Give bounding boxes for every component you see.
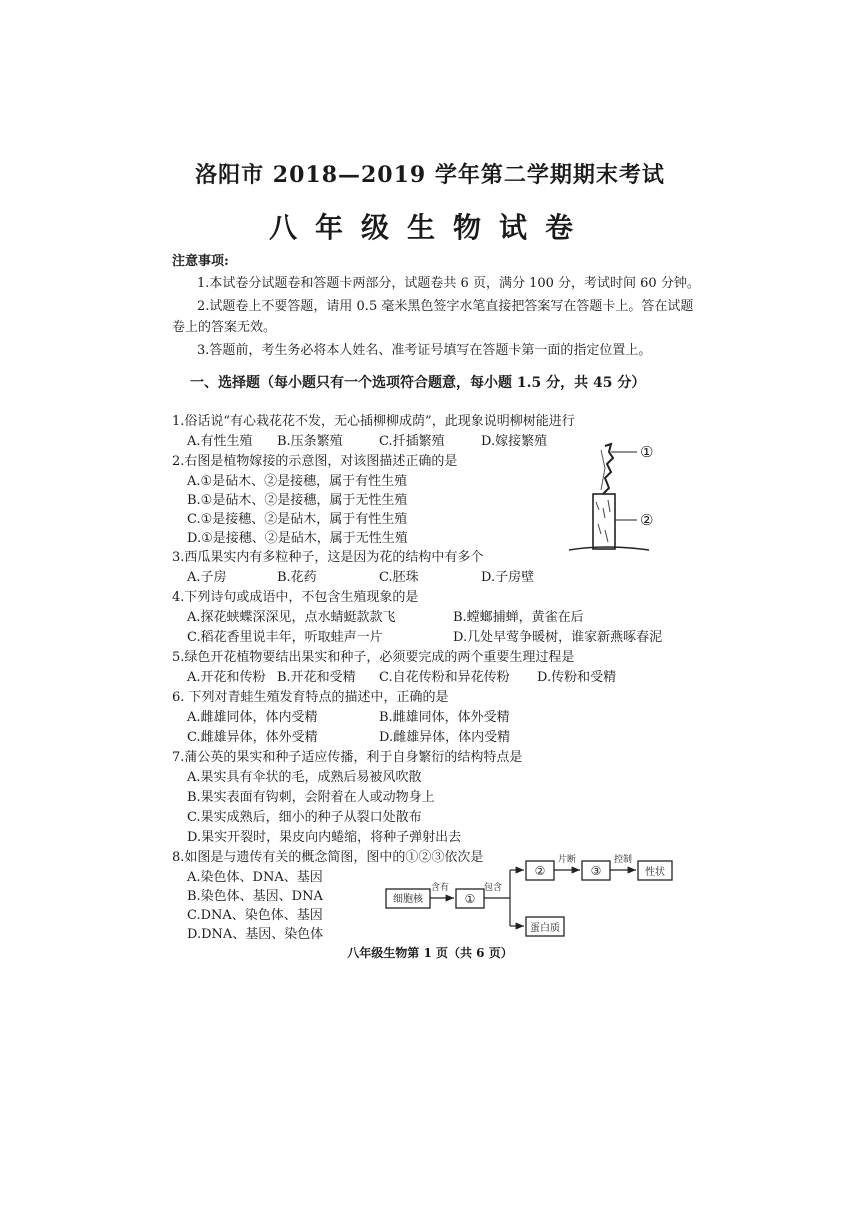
q7-option-c: C.果实成熟后，细小的种子从裂口处散布 xyxy=(187,810,422,825)
q3-stem: 3.西瓜果实内有多粒种子，这是因为花的结构中有多个 xyxy=(172,550,484,565)
q1-stem: 1.俗话说“有心栽花花不发，无心插柳柳成荫”，此现象说明柳树能进行 xyxy=(172,414,575,429)
node-3-label: ③ xyxy=(590,864,602,878)
q1-option-a: A.有性生殖 xyxy=(187,434,253,449)
exam-title: 洛阳市 2018—2019 学年第二学期期末考试 xyxy=(195,162,665,188)
q8-option-c: C.DNA、染色体、基因 xyxy=(187,908,323,923)
q8-option-a: A.染色体、DNA、基因 xyxy=(187,870,323,885)
q1-option-d: D.嫁接繁殖 xyxy=(481,434,548,449)
edge-contains-label: 含有 xyxy=(430,883,450,893)
q4-stem: 4.下列诗句或成语中，不包含生殖现象的是 xyxy=(172,590,419,605)
q5-stem: 5.绿色开花植物要结出果实和种子，必须要完成的两个重要生理过程是 xyxy=(172,650,575,665)
q7-option-b: B.果实表面有钩刺，会附着在人或动物身上 xyxy=(187,790,435,805)
node-2-label: ② xyxy=(534,864,546,878)
graft-label-1: ① xyxy=(640,443,654,461)
page-footer: 八年级生物第 1 页（共 6 页） xyxy=(347,946,513,960)
q5-option-c: C.自花传粉和异花传粉 xyxy=(379,670,510,685)
q5-option-d: D.传粉和受精 xyxy=(537,670,617,685)
q4-option-b: B.螳螂捕蝉，黄雀在后 xyxy=(453,610,584,625)
node-protein-label: 蛋白质 xyxy=(530,923,560,934)
graft-label-2: ② xyxy=(640,511,654,529)
q1-option-b: B.压条繁殖 xyxy=(277,434,343,449)
edge-includes-label: 包含 xyxy=(483,883,503,893)
edge-segment-label: 片断 xyxy=(557,855,577,865)
q4-option-c: C.稻花香里说丰年，听取蛙声一片 xyxy=(187,630,383,645)
notice-item-3: 3.答题前，考生务必将本人姓名、准考证号填写在答题卡第一面的指定位置上。 xyxy=(197,343,652,358)
q4-option-d: D.几处早莺争暖树，谁家新燕啄春泥 xyxy=(453,630,663,645)
q7-option-a: A.果实具有伞状的毛，成熟后易被风吹散 xyxy=(187,770,422,785)
grafting-figure xyxy=(565,438,675,558)
node-1-label: ① xyxy=(464,892,476,906)
q5-option-b: B.开花和受精 xyxy=(277,670,356,685)
q2-option-d: D.①是接穗、②是砧木，属于无性生殖 xyxy=(187,531,408,546)
q1-option-c: C.扦插繁殖 xyxy=(379,434,445,449)
notice-item-1: 1.本试卷分试题卷和答题卡两部分，试题卷共 6 页，满分 100 分，考试时间 60 分钟。 xyxy=(197,276,700,291)
q8-stem: 8.如图是与遗传有关的概念简图，图中的①②③依次是 xyxy=(172,850,484,865)
q8-option-d: D.DNA、基因、染色体 xyxy=(187,927,324,942)
q7-stem: 7.蒲公英的果实和种子适应传播，利于自身繁衍的结构特点是 xyxy=(172,750,523,765)
q6-stem: 6. 下列对青蛙生殖发育特点的描述中，正确的是 xyxy=(172,690,449,705)
notice-heading: 注意事项: xyxy=(172,254,229,269)
exam-subtitle: 八年级生物试卷 xyxy=(268,211,591,244)
genetics-concept-diagram xyxy=(380,852,700,944)
q2-option-c: C.①是接穗、②是砧木，属于有性生殖 xyxy=(187,512,408,527)
q2-stem: 2.右图是植物嫁接的示意图，对该图描述正确的是 xyxy=(172,454,458,469)
q3-option-b: B.花药 xyxy=(277,570,317,585)
q8-option-b: B.染色体、基因、DNA xyxy=(187,889,323,904)
q6-option-a: A.雌雄同体，体内受精 xyxy=(187,710,318,725)
q3-option-d: D.子房壁 xyxy=(481,570,535,585)
q4-option-a: A.探花蛱蝶深深见，点水蜻蜓款款飞 xyxy=(187,610,396,625)
q7-option-d: D.果实开裂时，果皮向内蜷缩，将种子弹射出去 xyxy=(187,830,462,845)
q3-option-a: A.子房 xyxy=(187,570,227,585)
node-cell-nucleus-label: 细胞核 xyxy=(393,894,423,905)
section-heading: 一、选择题（每小题只有一个选项符合题意，每小题 1.5 分，共 45 分） xyxy=(190,375,646,391)
q6-option-c: C.雌雄异体，体外受精 xyxy=(187,730,318,745)
q6-option-b: B.雌雄同体，体外受精 xyxy=(379,710,510,725)
notice-item-2a: 2.试题卷上不要答题，请用 0.5 毫米黑色签字水笔直接把答案写在答题卡上。答在试题 xyxy=(197,299,694,314)
node-trait-label: 性状 xyxy=(645,867,665,878)
notice-item-2b: 卷上的答案无效。 xyxy=(172,320,277,335)
edge-controls-label: 控制 xyxy=(613,855,633,865)
q2-option-b: B.①是砧木、②是接穗，属于无性生殖 xyxy=(187,493,408,508)
q2-option-a: A.①是砧木、②是接穗，属于有性生殖 xyxy=(187,474,408,489)
q3-option-c: C.胚珠 xyxy=(379,570,419,585)
q5-option-a: A.开花和传粉 xyxy=(187,670,266,685)
q6-option-d: D.雌雄异体，体内受精 xyxy=(379,730,511,745)
scion-stem xyxy=(601,450,605,490)
